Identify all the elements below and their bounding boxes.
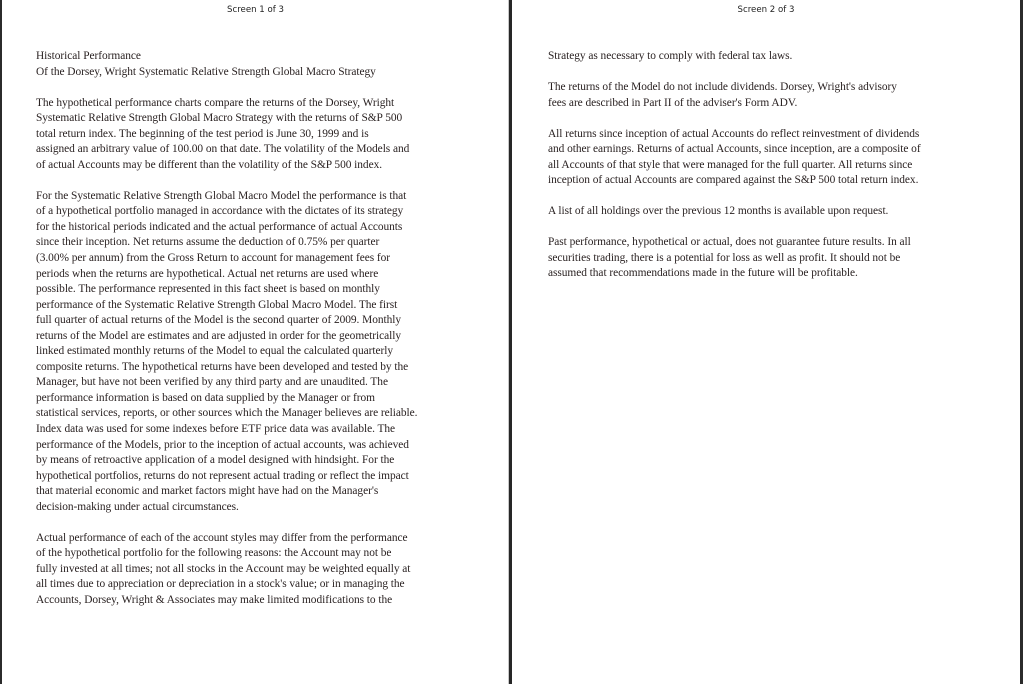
screen-1-content xyxy=(36,49,482,609)
paragraph-line: for the historical periods indicated and the actual performance of actual Accounts xyxy=(36,220,403,233)
paragraph xyxy=(548,127,994,189)
paragraph-line: all Accounts of that style that were managed for the full quarter. All returns since xyxy=(548,158,913,171)
paragraph-line: For the Systematic Relative Strength Global Macro Model the performance is that xyxy=(36,189,407,202)
document-title: Historical Performance xyxy=(36,50,141,62)
paragraph xyxy=(36,96,482,174)
paragraph xyxy=(548,49,994,65)
paragraph-line: performance information is based on data supplied by the Manager or from xyxy=(36,391,375,404)
paragraph xyxy=(548,204,994,220)
paragraph-line: The returns of the Model do not include dividends. Dorsey, Wright's advisory xyxy=(548,81,897,94)
paragraph-line: of the hypothetical portfolio for the following reasons: the Account may not be xyxy=(36,547,392,560)
paragraph-line: decision-making under actual circumstances. xyxy=(36,500,239,513)
paragraph-line: Systematic Relative Strength Global Macro Strategy with the returns of S&P 500 xyxy=(36,112,403,125)
screen-1-page xyxy=(2,0,509,684)
paragraph-line: All returns since inception of actual Accounts do reflect reinvestment of dividends xyxy=(548,127,920,140)
document-subtitle: Of the Dorsey, Wright Systematic Relative Strength Global Macro Strategy xyxy=(36,65,376,78)
paragraph-line: and other earnings. Returns of actual Accounts, since inception, are a composite of xyxy=(548,143,921,156)
paragraph-line: returns of the Model are estimates and are adjusted in order for the geometrically xyxy=(36,329,402,342)
paragraph-line: Past performance, hypothetical or actual, does not guarantee future results. In all xyxy=(548,236,911,249)
screen-2-content xyxy=(548,49,994,282)
paragraph-line: assumed that recommendations made in the future will be profitable. xyxy=(548,267,858,280)
paragraph xyxy=(548,235,994,282)
paragraph-line: since their inception. Net returns assume the deduction of 0.75% per quarter xyxy=(36,236,380,249)
paragraph-line: securities trading, there is a potential for loss as well as profit. It should not be xyxy=(548,251,901,264)
paragraph-line: linked estimated monthly returns of the Model to equal the calculated quarterly xyxy=(36,345,393,358)
paragraph-line: The hypothetical performance charts compare the returns of the Dorsey, Wright xyxy=(36,96,395,109)
paragraph-line: by means of retroactive application of a model designed with hindsight. For the xyxy=(36,454,395,467)
paragraph-line: Strategy as necessary to comply with federal tax laws. xyxy=(548,50,793,62)
paragraph-line: hypothetical portfolios, returns do not represent actual trading or reflect the impact xyxy=(36,469,409,482)
paragraph-line: possible. The performance represented in this fact sheet is based on monthly xyxy=(36,283,380,296)
paragraph-line: A list of all holdings over the previous 12 months is available upon request. xyxy=(548,205,889,218)
paragraph xyxy=(548,80,994,111)
paragraph-line: (3.00% per annum) from the Gross Return to account for management fees for xyxy=(36,252,391,265)
paragraph-line: Index data was used for some indexes before ETF price data was available. The xyxy=(36,423,396,436)
screen-1-paragraphs xyxy=(36,96,482,609)
paragraph-line: inception of actual Accounts are compared against the S&P 500 total return index. xyxy=(548,174,919,187)
paragraph-line: Manager, but have not been verified by any third party and are unaudited. The xyxy=(36,376,388,389)
screen-label: Screen 1 of 3 xyxy=(227,5,284,15)
paragraph-line: Accounts, Dorsey, Wright & Associates may make limited modifications to the xyxy=(36,594,393,606)
paragraph-line: of actual Accounts may be different than the volatility of the S&P 500 index. xyxy=(36,158,383,171)
paragraph-line: statistical services, reports, or other sources which the Manager believes are reliable. xyxy=(36,407,418,420)
paragraph-line: total return index. The beginning of the test period is June 30, 1999 and is xyxy=(36,127,369,140)
paragraph-line: composite returns. The hypothetical returns have been developed and tested by the xyxy=(36,360,409,373)
paragraph-line: fees are described in Part II of the adviser's Form ADV. xyxy=(548,96,798,109)
paragraph-line: periods when the returns are hypothetical. Actual net returns are used where xyxy=(36,267,379,280)
screen-2-page xyxy=(512,0,1020,684)
paragraph-line: Actual performance of each of the account styles may differ from the performance xyxy=(36,531,408,544)
paragraph-line: performance of the Systematic Relative Strength Global Macro Model. The first xyxy=(36,298,398,311)
paragraph-line: fully invested at all times; not all stocks in the Account may be weighted equally at xyxy=(36,562,411,575)
paragraph-line: full quarter of actual returns of the Model is the second quarter of 2009. Monthly xyxy=(36,314,402,327)
paragraph-line: performance of the Models, prior to the inception of actual accounts, was achieved xyxy=(36,438,409,451)
paragraph-line: that material economic and market factors might have had on the Manager's xyxy=(36,485,379,498)
paragraph xyxy=(36,531,482,609)
screen-2-paragraphs xyxy=(548,49,994,282)
paragraph-line: of a hypothetical portfolio managed in accordance with the dictates of its strategy xyxy=(36,205,404,218)
paragraph xyxy=(36,189,482,515)
screen-label: Screen 2 of 3 xyxy=(737,5,795,15)
paragraph-line: all times due to appreciation or depreciation in a stock's value; or in managing the xyxy=(36,578,405,591)
paragraph-line: assigned an arbitrary value of 100.00 on that date. The volatility of the Models and xyxy=(36,143,410,156)
